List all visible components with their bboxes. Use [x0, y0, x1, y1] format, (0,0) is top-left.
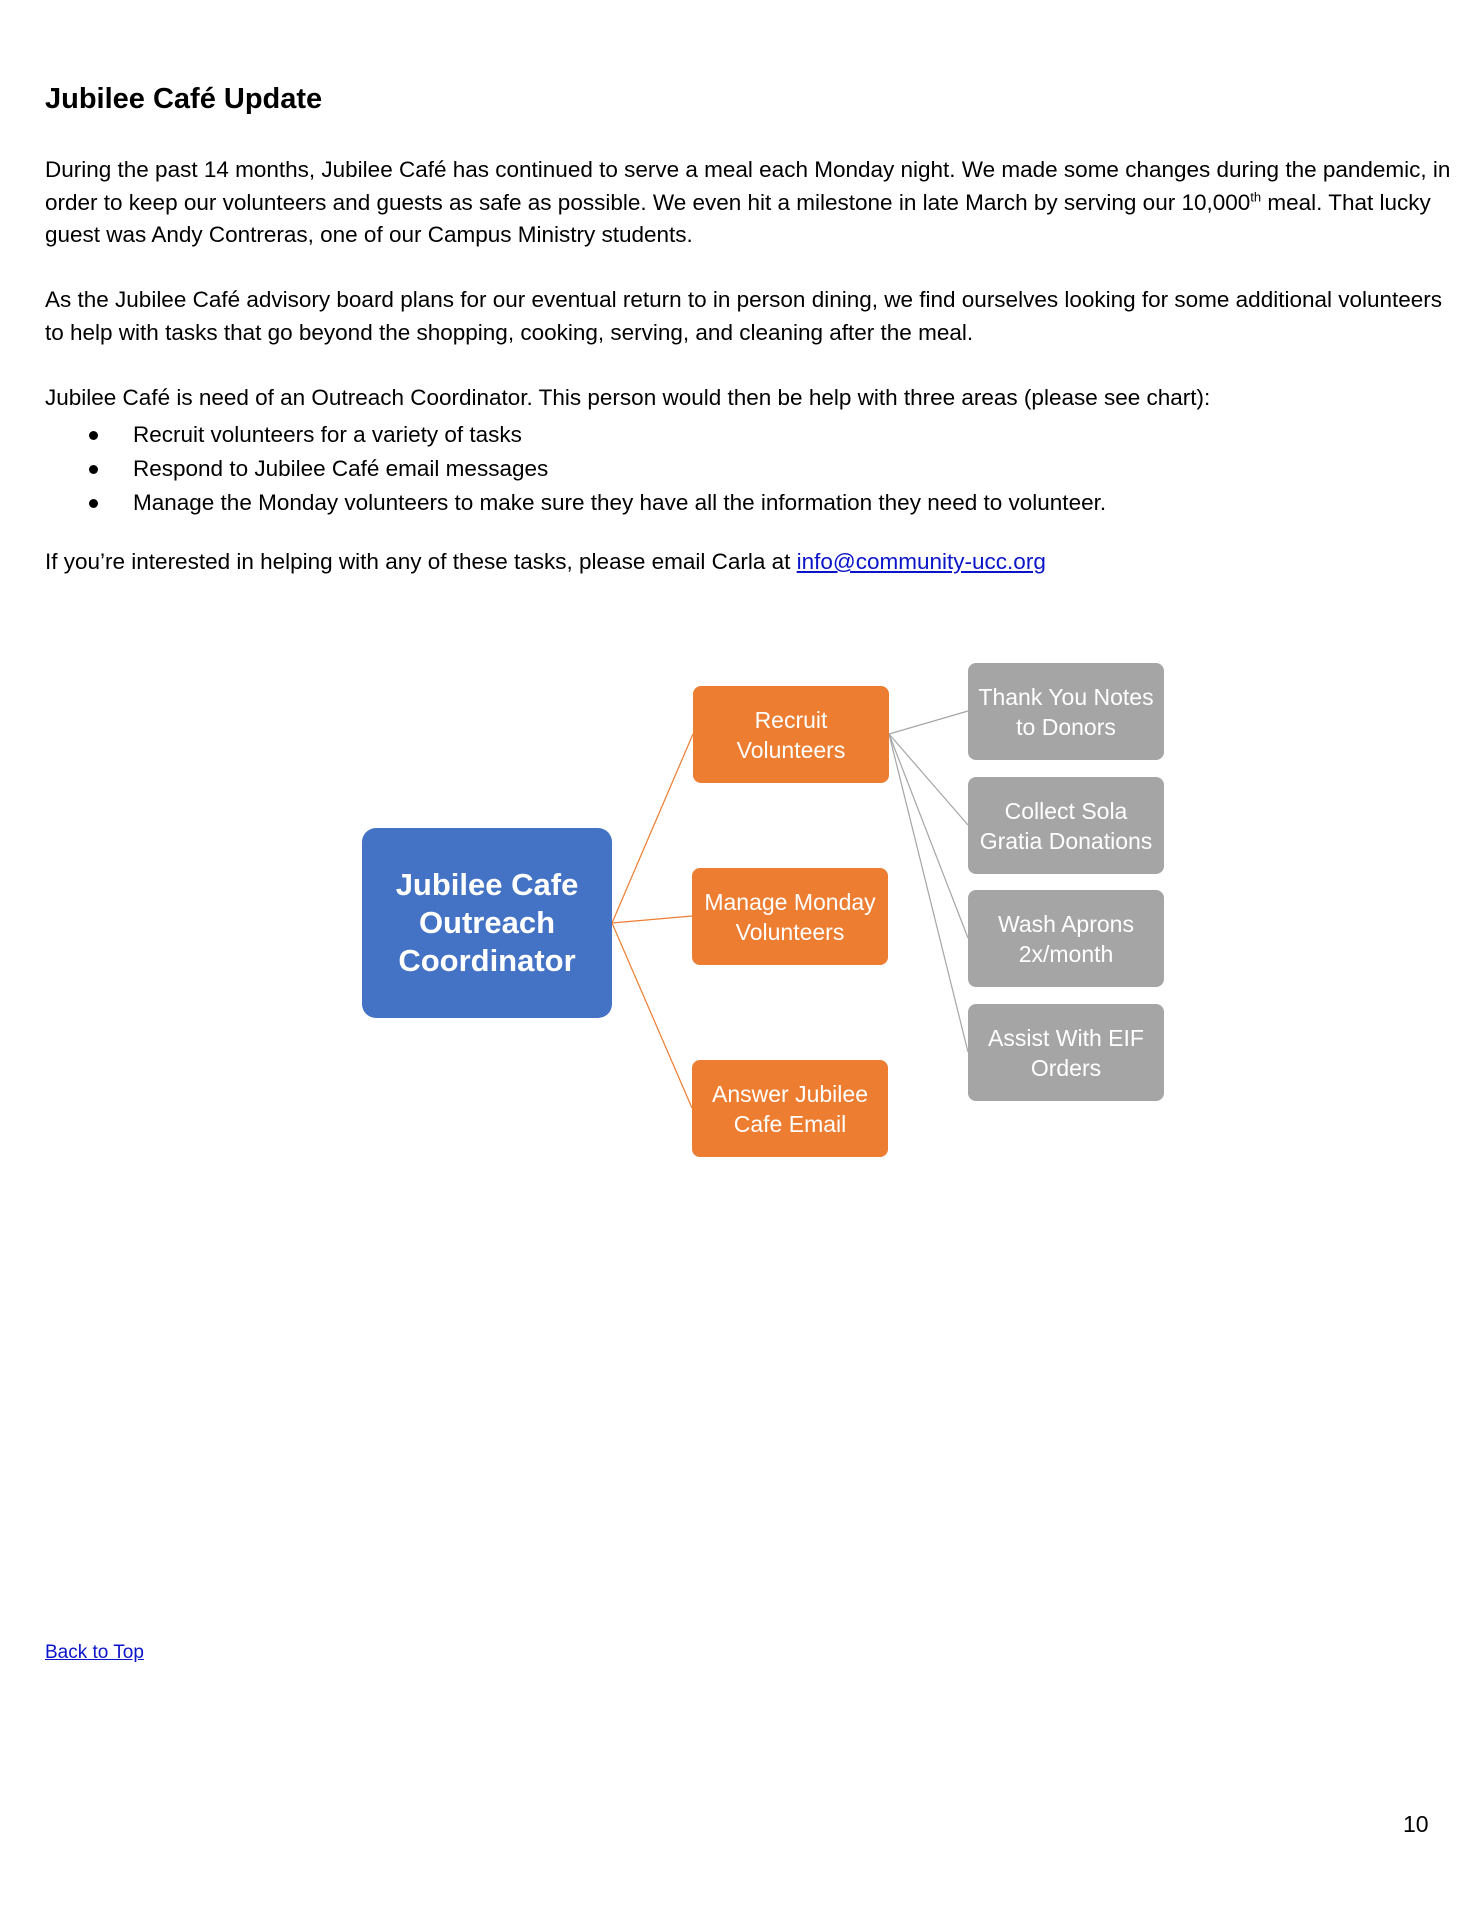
bullet-icon	[89, 431, 98, 440]
paragraph-milestone	[45, 154, 1455, 252]
bullet-text: Respond to Jubilee Café email messages	[133, 456, 549, 481]
paragraph-milestone-text: During the past 14 months, Jubilee Café has continued to serve a meal each Monday night. We made some changes during the pandemic, in order to keep our volunteers and guests as safe as possible. We even hit a milestone in late March by serving our 10,000	[45, 157, 1451, 215]
bullet-text: Recruit volunteers for a variety of tasks	[133, 422, 522, 447]
bullet-text: Manage the Monday volunteers to make sure they have all the information they need to volunteer.	[133, 490, 1107, 515]
bullet-icon	[89, 465, 98, 474]
page-number: 10	[1403, 1811, 1429, 1837]
task-node-eif-orders: Assist With EIF Orders	[968, 1004, 1164, 1101]
connector-recruit-aprons	[889, 734, 968, 938]
connector-root-manage	[612, 916, 692, 923]
paragraph-advisory-board: As the Jubilee Café advisory board plans for our eventual return to in person dining, we find ourselves looking for some additional volunteers to help with tasks that go beyond the shopping, cooking, serving, and cleaning after the meal.	[45, 287, 1443, 345]
branch-node-recruit-volunteers: Recruit Volunteers	[693, 686, 889, 783]
paragraph-milestone-text-end: meal. That lucky guest was Andy Contreras, one of our Campus Ministry students.	[45, 189, 1431, 247]
page-title: Jubilee Café Update	[45, 83, 323, 115]
connector-recruit-eif	[889, 734, 968, 1052]
connector-root-recruit	[612, 734, 693, 923]
bullet-icon	[89, 499, 98, 508]
task-bullet-list	[45, 418, 1106, 520]
task-node-thank-you-notes: Thank You Notes to Donors	[968, 663, 1164, 760]
paragraph-contact	[45, 546, 1455, 579]
branch-connectors	[612, 734, 693, 1108]
connector-recruit-thank-you	[889, 711, 968, 734]
task-connectors	[889, 711, 968, 1052]
connector-root-answer	[612, 923, 692, 1108]
task-node-wash-aprons: Wash Aprons 2x/month	[968, 890, 1164, 987]
bullet-item	[45, 452, 1106, 486]
branch-node-manage-monday-volunteers: Manage Monday Volunteers	[692, 868, 888, 965]
bullet-item	[45, 486, 1106, 520]
contact-text: If you’re interested in helping with any of these tasks, please email Carla at	[45, 549, 797, 574]
connector-recruit-sola-gratia	[889, 734, 968, 825]
bullet-item	[45, 418, 1106, 452]
branch-node-answer-cafe-email: Answer Jubilee Cafe Email	[692, 1060, 888, 1157]
back-to-top-link[interactable]: Back to Top	[45, 1642, 144, 1663]
paragraph-coordinator-need: Jubilee Café is need of an Outreach Coordinator. This person would then be help with three areas (please see chart):	[45, 385, 1211, 410]
root-node-outreach-coordinator: Jubilee Cafe Outreach Coordinator	[362, 828, 612, 1018]
task-node-sola-gratia-donations: Collect Sola Gratia Donations	[968, 777, 1164, 874]
ordinal-suffix: th	[1250, 189, 1262, 204]
email-link[interactable]: info@community-ucc.org	[796, 549, 1046, 574]
